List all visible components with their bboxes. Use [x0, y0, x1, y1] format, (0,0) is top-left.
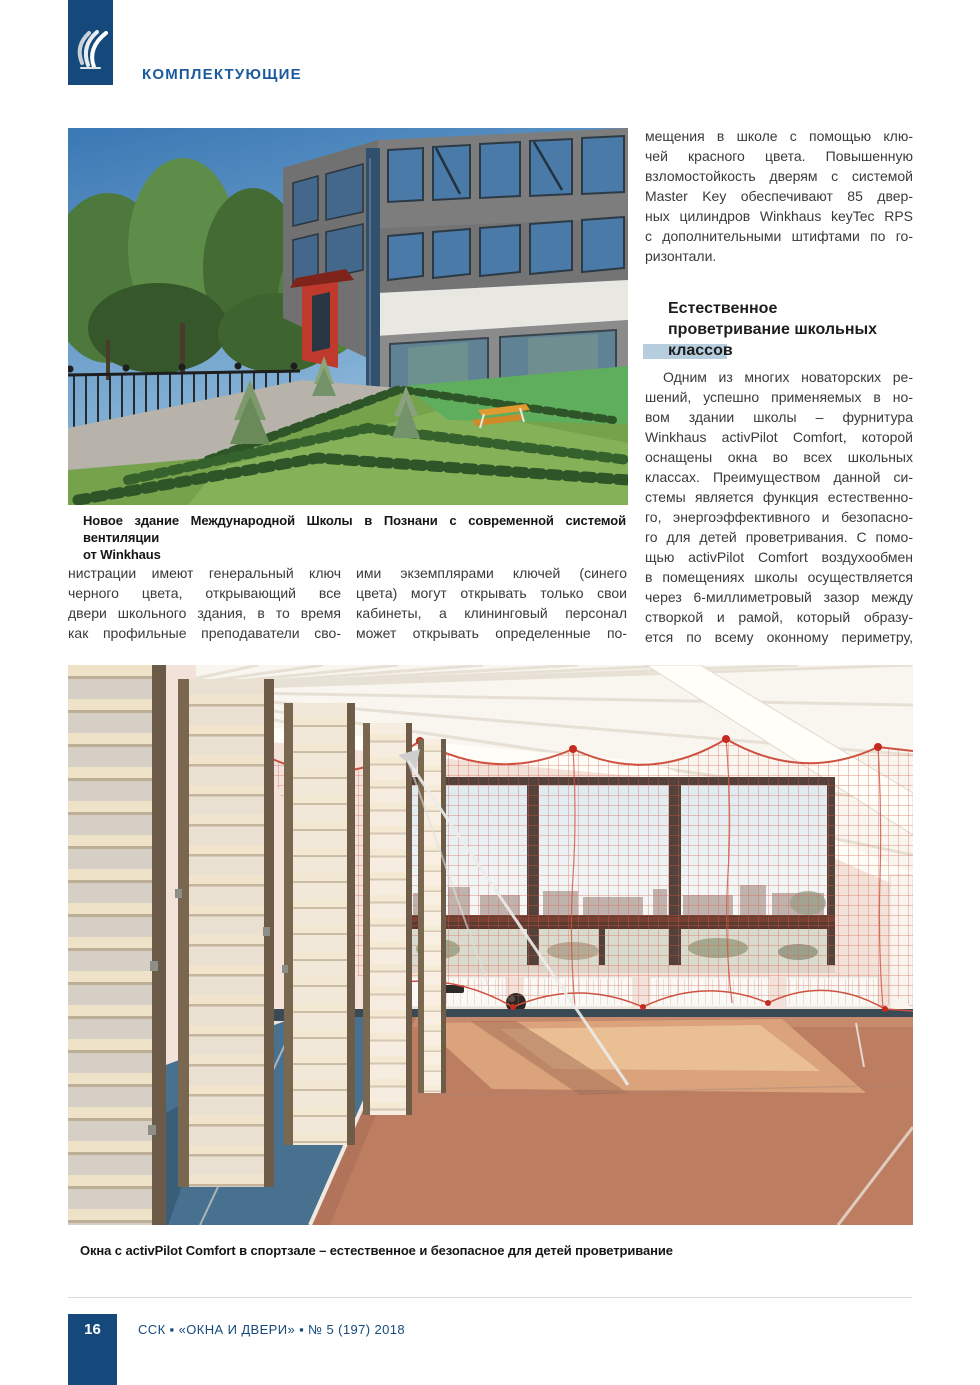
paragraph-key-system: мещения в школе с помощью клю- чей красного цвета. Повышенную взломостойкость дверям с системой Master Key обеспечивают 85 двер- ных цилиндров Winkhaus keyTec RPS с дополнительными штифтами по го- ризонтали.: [645, 128, 913, 264]
body-column-2: ими экземплярами ключей (синего цвета) могут открывать только свои кабинеты, а клининговый персонал может открывать определенные по-: [356, 565, 627, 641]
wall-bars-unit: [363, 723, 412, 1115]
photo1-caption: Новое здание Международной Школы в Познани с современной системой вентиляции от Winkhaus: [83, 513, 626, 562]
wall-bars-unit: [284, 703, 355, 1145]
footer-divider: [68, 1297, 912, 1298]
publisher-logo: [68, 0, 113, 85]
page-number-box: [68, 1314, 117, 1385]
page-number: 16: [84, 1321, 101, 1338]
wall-bars-unit: [178, 679, 274, 1187]
safety-net: [264, 735, 913, 1012]
subheading-text: Естественное проветривание школьных классов: [668, 300, 878, 359]
photo2-caption: Окна с activPilot Comfort в спортзале – естественное и безопасное для детей проветривание: [80, 1243, 673, 1258]
wall-bars-unit: [418, 739, 446, 1093]
logo-swoosh-icon: [68, 0, 113, 85]
subheading-natural-ventilation: [645, 298, 913, 361]
wall-bars-unit: [68, 665, 166, 1225]
body-column-1: нистрации имеют генеральный ключ черного цвета, открывающий все двери школьного здания, в то время как профильные преподаватели сво-: [68, 565, 341, 641]
body-column-3: [645, 126, 913, 647]
school-building-photo: [68, 128, 628, 505]
section-header: КОМПЛЕКТУЮЩИЕ: [142, 66, 302, 83]
paragraph-activpilot: Одним из многих новаторских ре- шений, успешно применяемых в но- вом здании школы – фурнитура Winkhaus activPilot Comfort, которой оснащены окна во всех школьных классах. Преимуществом данной си- стемы является функция естественно- го, энергоэффективного и безопасно- го для детей проветривания. С помо- щью activPilot Comfort воздухообмен в помещениях школы осуществляется через 6-миллиметровый зазор между створкой и рамой, который образу- ется по всему оконному периметру,: [645, 369, 913, 645]
journal-info: ССК ▪ «ОКНА И ДВЕРИ» ▪ № 5 (197) 2018: [138, 1322, 406, 1337]
gym-photo: [68, 665, 913, 1225]
